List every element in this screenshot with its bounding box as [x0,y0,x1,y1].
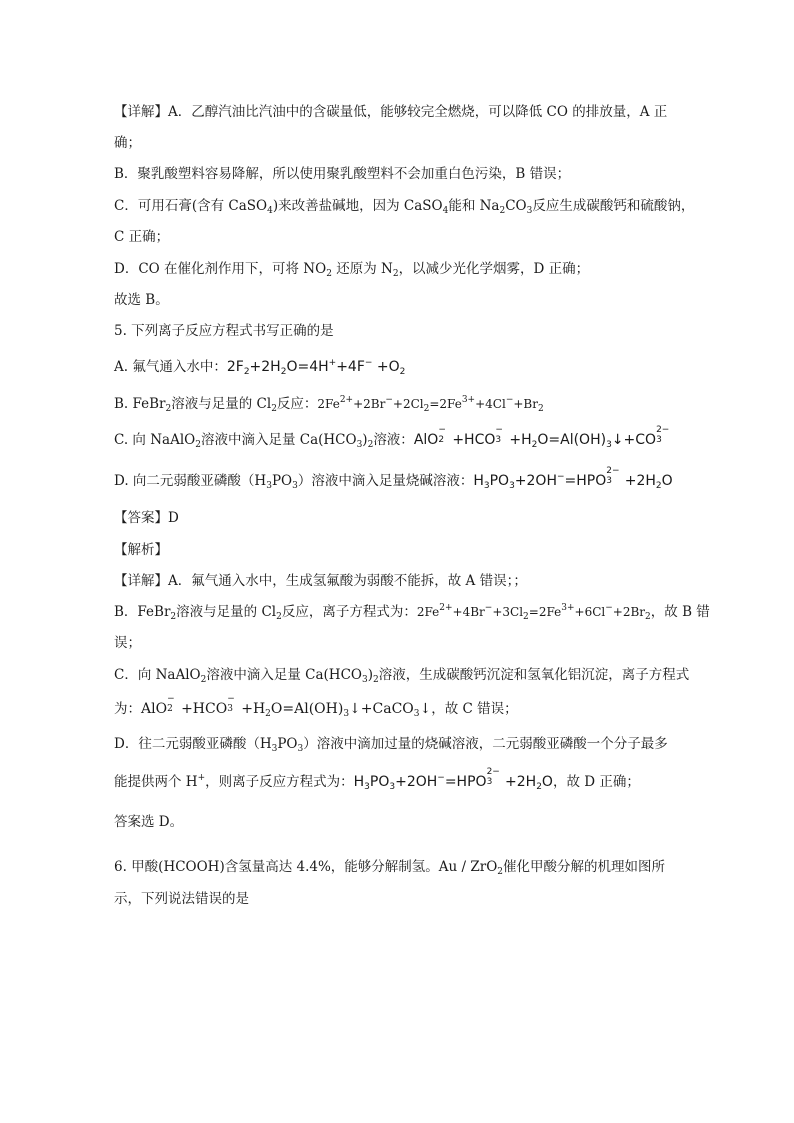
q6-stem-text-3: 示，下列说法错误的是 [114,891,249,907]
q4-conclusion-text: 故选 B。 [114,292,169,308]
q4-option-c-cont [114,227,169,247]
q4-option-c-text: C．可用石膏(含有 CaSO [114,198,268,214]
q5-explanation-d-cont: 能提供两个 H+，则离子反应方程式为：$H_3PO_3+2OH^-=HPO$ 2− 3 $+2H_2O$，故 D 正确； [114,767,640,792]
q5-option-b-equation: $2Fe^{2+}+2Br^-+2Cl_2=2Fe^{3+}+4Cl^-+Br_2$ [317,395,544,414]
q5-explanation-d-text-4: ，则离子反应方程式为： [205,774,354,790]
q4-option-d-text: D．CO 在催化剂作用下，可将 NO [114,261,327,277]
detail-label: 【详解】 [114,104,168,120]
q4-option-b-text: B．聚乳酸塑料容易降解，所以使用聚乳酸塑料不会加重白色污染，B 错误； [114,166,571,182]
q5-explanation-a-text: A．氟气通入水中，生成氢氟酸为弱酸不能拆，故 A 错误；； [168,573,527,589]
q5-option-a [114,357,405,377]
q5-option-d-equation: $H_3PO_3+2OH^-=HPO$ 2− 3 $+2H_2O$ [473,466,673,491]
q5-conclusion [114,812,183,832]
q4-option-c-text-2: 能和 Na [448,198,500,214]
q4-option-a-cont: 确； [114,135,141,151]
q4-conclusion [114,290,169,310]
q5-option-b: B. FeBr$_2$溶液与足量的 $Cl_2$反应：$2Fe^{2+}+2Br^-+2Cl_2=2Fe^{3+}+4Cl^-+Br_2$ [114,395,544,414]
q5-option-c-text-3: 溶液： [373,432,414,448]
answer-label: 【答案】 [114,510,168,526]
q5-option-c-text-2: ) [362,432,368,448]
q5-explanation-d-text-5: ，故 D 正确； [552,774,640,790]
q4-detail-line-2 [114,133,141,153]
q5-explanation-b-text-5: 误； [114,635,141,651]
q5-option-a-label: A. 氟气通入水中： [114,359,227,375]
q5-option-b-text: 溶液与足量的 Cl [171,396,272,412]
q4-option-c-text-3: 反应生成碳酸钙和硫酸钠， [532,198,695,214]
q5-option-c-equation: AlO − 2 +HCO − 3 $+H_2O=Al(OH)_3↓+CO$ 2− 3 [413,425,670,450]
q5-explanation-c-text-2: 溶液中滴入足量 Ca(HCO [206,667,362,683]
q5-option-c: C. 向 NaAlO$_2$溶液中滴入足量 $Ca(HCO_3)_2$溶液：AlO − 2 +HCO − 3 $+H_2O=Al(OH)_3↓+CO$ 2− 3 [114,425,670,450]
answer-value: D [168,510,179,526]
q5-explanation-c-equation: AlO − 2 +HCO − 3 $+H_2O=Al(OH)_3↓+CaCO_3↓$ [141,694,432,719]
q5-stem-text: 5. 下列离子反应方程式书写正确的是 [114,323,334,339]
q4-option-d-text-2: ，以减少光化学烟雾，D 正确； [398,261,590,277]
q5-explanation-b-equation: $2Fe^{2+}+4Br^-+3Cl_2=2Fe^{3+}+6Cl^-+2Br_2$ [416,603,651,622]
q5-explanation-b-text-4: ，故 B 错 [650,604,710,620]
q5-explanation-d-text: D．往二元弱酸亚磷酸（H [114,736,272,752]
q5-option-d-text: ）溶液中滴入足量烧碱溶液： [297,473,474,489]
q5-explanation-a [114,571,527,591]
q5-analysis-heading [114,540,168,560]
q4-option-c: C．可用石膏(含有 CaSO$_4$)来改善盐碱地，因为 CaSO$_4$能和 $Na_2CO_3$反应生成碳酸钙和硫酸钠， [114,198,695,216]
q5-explanation-d: D．往二元弱酸亚磷酸$(H_3PO_3)$溶液中滴加过量的烧碱溶液，二元弱酸亚磷酸一个分子最多 [114,736,668,754]
q5-stem [114,321,334,341]
q6-stem-text: 6. 甲酸(HCOOH)含氢量高达 4.4%，能够分解制氢。Au / ZrO [114,859,498,875]
q5-explanation-d-equation: $H_3PO_3+2OH^-=HPO$ 2− 3 $+2H_2O$ [353,767,553,792]
q5-option-a-equation: $2F_2+2H_2O=4H^++4F^- +O_2$ [226,358,406,377]
q6-stem-line-2 [114,889,249,909]
q6-stem-line-1: 6. 甲酸(HCOOH)含氢量高达 4.4%，能够分解制氢。Au / ZrO$_2$催化甲酸分解的机理如图所 [114,859,666,877]
q5-explanation-b-text: B．FeBr [114,604,171,620]
q5-explanation-c-text-3: 溶液，生成碳酸钙沉淀和氢氧化铝沉淀，离子方程式 [378,667,690,683]
q6-stem-text-2: 催化甲酸分解的机理如图所 [503,859,666,875]
q5-explanation-d-text-3: 能提供两个 H [114,774,198,790]
q4-option-b [114,164,570,184]
q4-option-a-text: A．乙醇汽油比汽油中的含碳量低，能够较完全燃烧，可以降低 CO 的排放量，A 正 [168,104,668,120]
q5-explanation-c-text-4: 为： [114,701,141,717]
detail-label-2: 【详解】 [114,573,168,589]
q4-option-d: D．CO 在催化剂作用下，可将 $NO_2$ 还原为 $N_2$，以减少光化学烟雾，D 正确； [114,261,590,279]
q5-explanation-c-cont [114,694,518,719]
q5-explanation-b-text-3: 反应，离子方程式为： [281,604,417,620]
analysis-label: 【解析】 [114,542,168,558]
q5-explanation-c-text-5: ，故 C 错误； [431,701,518,717]
q5-option-b-label: B. FeBr [114,396,166,412]
q5-explanation-c: C．向 NaAlO$_2$溶液中滴入足量 $Ca(HCO_3)_2$溶液，生成碳酸钙沉淀和氢氧化铝沉淀，离子方程式 [114,667,690,685]
q5-explanation-b-cont [114,633,141,653]
q5-option-d: D. 向二元弱酸亚磷酸$(H_3PO_3)$溶液中滴入足量烧碱溶液：$H_3PO_3+2OH^-=HPO$ 2− 3 $+2H_2O$ [114,466,673,491]
q4-option-c-text-4: C 正确； [114,229,170,245]
q5-option-d-label: D. 向二元弱酸亚磷酸（H [114,473,267,489]
q5-conclusion-text: 答案选 D。 [114,814,184,830]
q5-option-b-text-2: 反应： [276,396,318,412]
q5-option-c-text: 溶液中滴入足量 Ca(HCO [200,432,357,448]
q5-option-c-label: C. 向 NaAlO [114,432,196,448]
q5-answer [114,508,179,528]
q5-explanation-b-text-2: 溶液与足量的 Cl [176,604,277,620]
q5-explanation-d-text-2: ）溶液中滴加过量的烧碱溶液，二元弱酸亚磷酸一个分子最多 [303,736,668,752]
q5-explanation-b: B．FeBr$_2$溶液与足量的 $Cl_2$反应，离子方程式为：$2Fe^{2+}+4Br^-+3Cl_2=2Fe^{3+}+6Cl^-+2Br_2$，故 B 错 [114,603,710,622]
q4-detail-line-1 [114,102,667,122]
q5-explanation-c-text: C．向 NaAlO [114,667,201,683]
